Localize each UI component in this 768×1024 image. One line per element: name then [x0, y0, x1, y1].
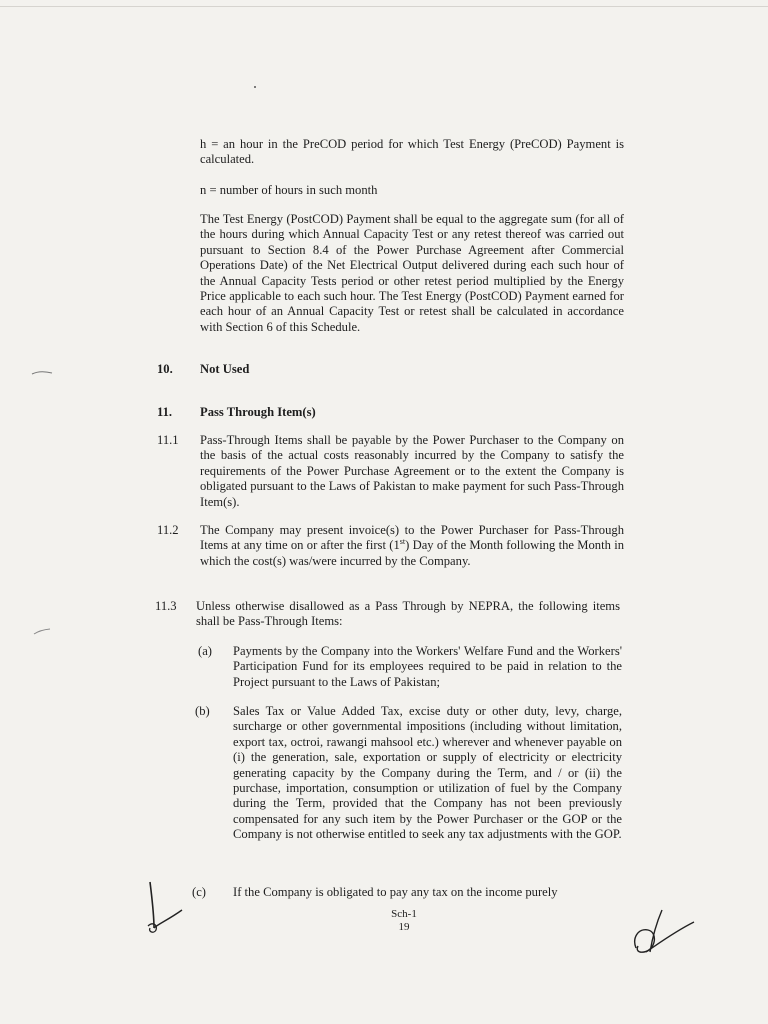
initials-signature-right [628, 900, 698, 970]
margin-mark [30, 368, 54, 378]
item-b-label: (b) [195, 704, 210, 718]
item-c-text: If the Company is obligated to pay any tax on the income purely [233, 885, 558, 899]
clause-11-1-text: Pass-Through Items shall be payable by the Power Purchaser to the Company on the basis of the actual costs reasonably incurred by the Company to satisfy the requirements of the Power Purchase Agreement or to the extent the Company is obligated pursuant to the Laws of Pakistan to make payment for such Pass-Through Item(s). [200, 433, 624, 509]
scan-speck [254, 86, 256, 88]
section-10-title: Not Used [200, 362, 250, 376]
clause-11-2-number: 11.2 [157, 523, 179, 537]
n-definition: n = number of hours in such month [200, 183, 378, 197]
h-definition: h = an hour in the PreCOD period for which Test Energy (PreCOD) Payment is calculated. [200, 137, 624, 167]
initials-signature-left [138, 880, 188, 940]
clause-11-3-number: 11.3 [155, 599, 177, 613]
postcod-paragraph: The Test Energy (PostCOD) Payment shall be equal to the aggregate sum (for all of the hours during which Annual Capacity Test or any retest thereof was carried out pursuant to Section 8.4 of the Power Purchase Agreement after Commercial Operations Date) of the Net Electrical Output delivered during each such hour of the Annual Capacity Tests period or other retest period multiplied by the Energy Price applicable to each such hour. The Test Energy (PostCOD) Payment earned for each hour of an Annual Capacity Test or retest shall be calculated in accordance with Section 6 of this Schedule. [200, 212, 624, 334]
clause-11-2-text [200, 523, 624, 569]
item-c-label: (c) [192, 885, 206, 899]
clause-11-1-number: 11.1 [157, 433, 179, 447]
clause-11-2-text-end: ) Day of the Month following the Month in which the cost(s) was/were incurred by the Company. [200, 538, 624, 568]
section-10-number: 10. [157, 362, 173, 376]
scan-edge-line [0, 6, 768, 7]
superscript-st: st [399, 537, 406, 547]
margin-mark [32, 626, 52, 638]
section-11-title: Pass Through Item(s) [200, 405, 316, 419]
clause-11-2-text-start: The Company may present invoice(s) to the Power Purchaser for Pass-Through Items at any time on or after the first (1 [200, 523, 624, 553]
item-b-text: Sales Tax or Value Added Tax, excise duty or other duty, levy, charge, surcharge or other governmental impositions (including without limitation, export tax, octroi, rawangi mahsool etc.) wherever and whenever payable on (i) the generation, sale, exportation or supply of electricity or electricity generating capacity by the Company during the Term, and / or (ii) the purchase, importation, consumption or utilization of fuel by the Company during the Term, provided that the Company has not been previously compensated for any such item by the Power Purchaser or the GOP or the Company is not otherwise entitled to seek any tax adjustments with the GOP. [233, 704, 622, 842]
footer-page-number: 19 [398, 921, 410, 933]
section-11-number: 11. [157, 405, 173, 419]
item-a-label: (a) [198, 644, 212, 658]
clause-11-3-text: Unless otherwise disallowed as a Pass Through by NEPRA, the following items shall be Pass-Through Items: [196, 599, 620, 629]
item-a-text: Payments by the Company into the Workers' Welfare Fund and the Workers' Participation Fund for its employees required to be paid in relation to the Project pursuant to the Laws of Pakistan; [233, 644, 622, 689]
footer-schedule-label: Sch-1 [391, 908, 417, 920]
